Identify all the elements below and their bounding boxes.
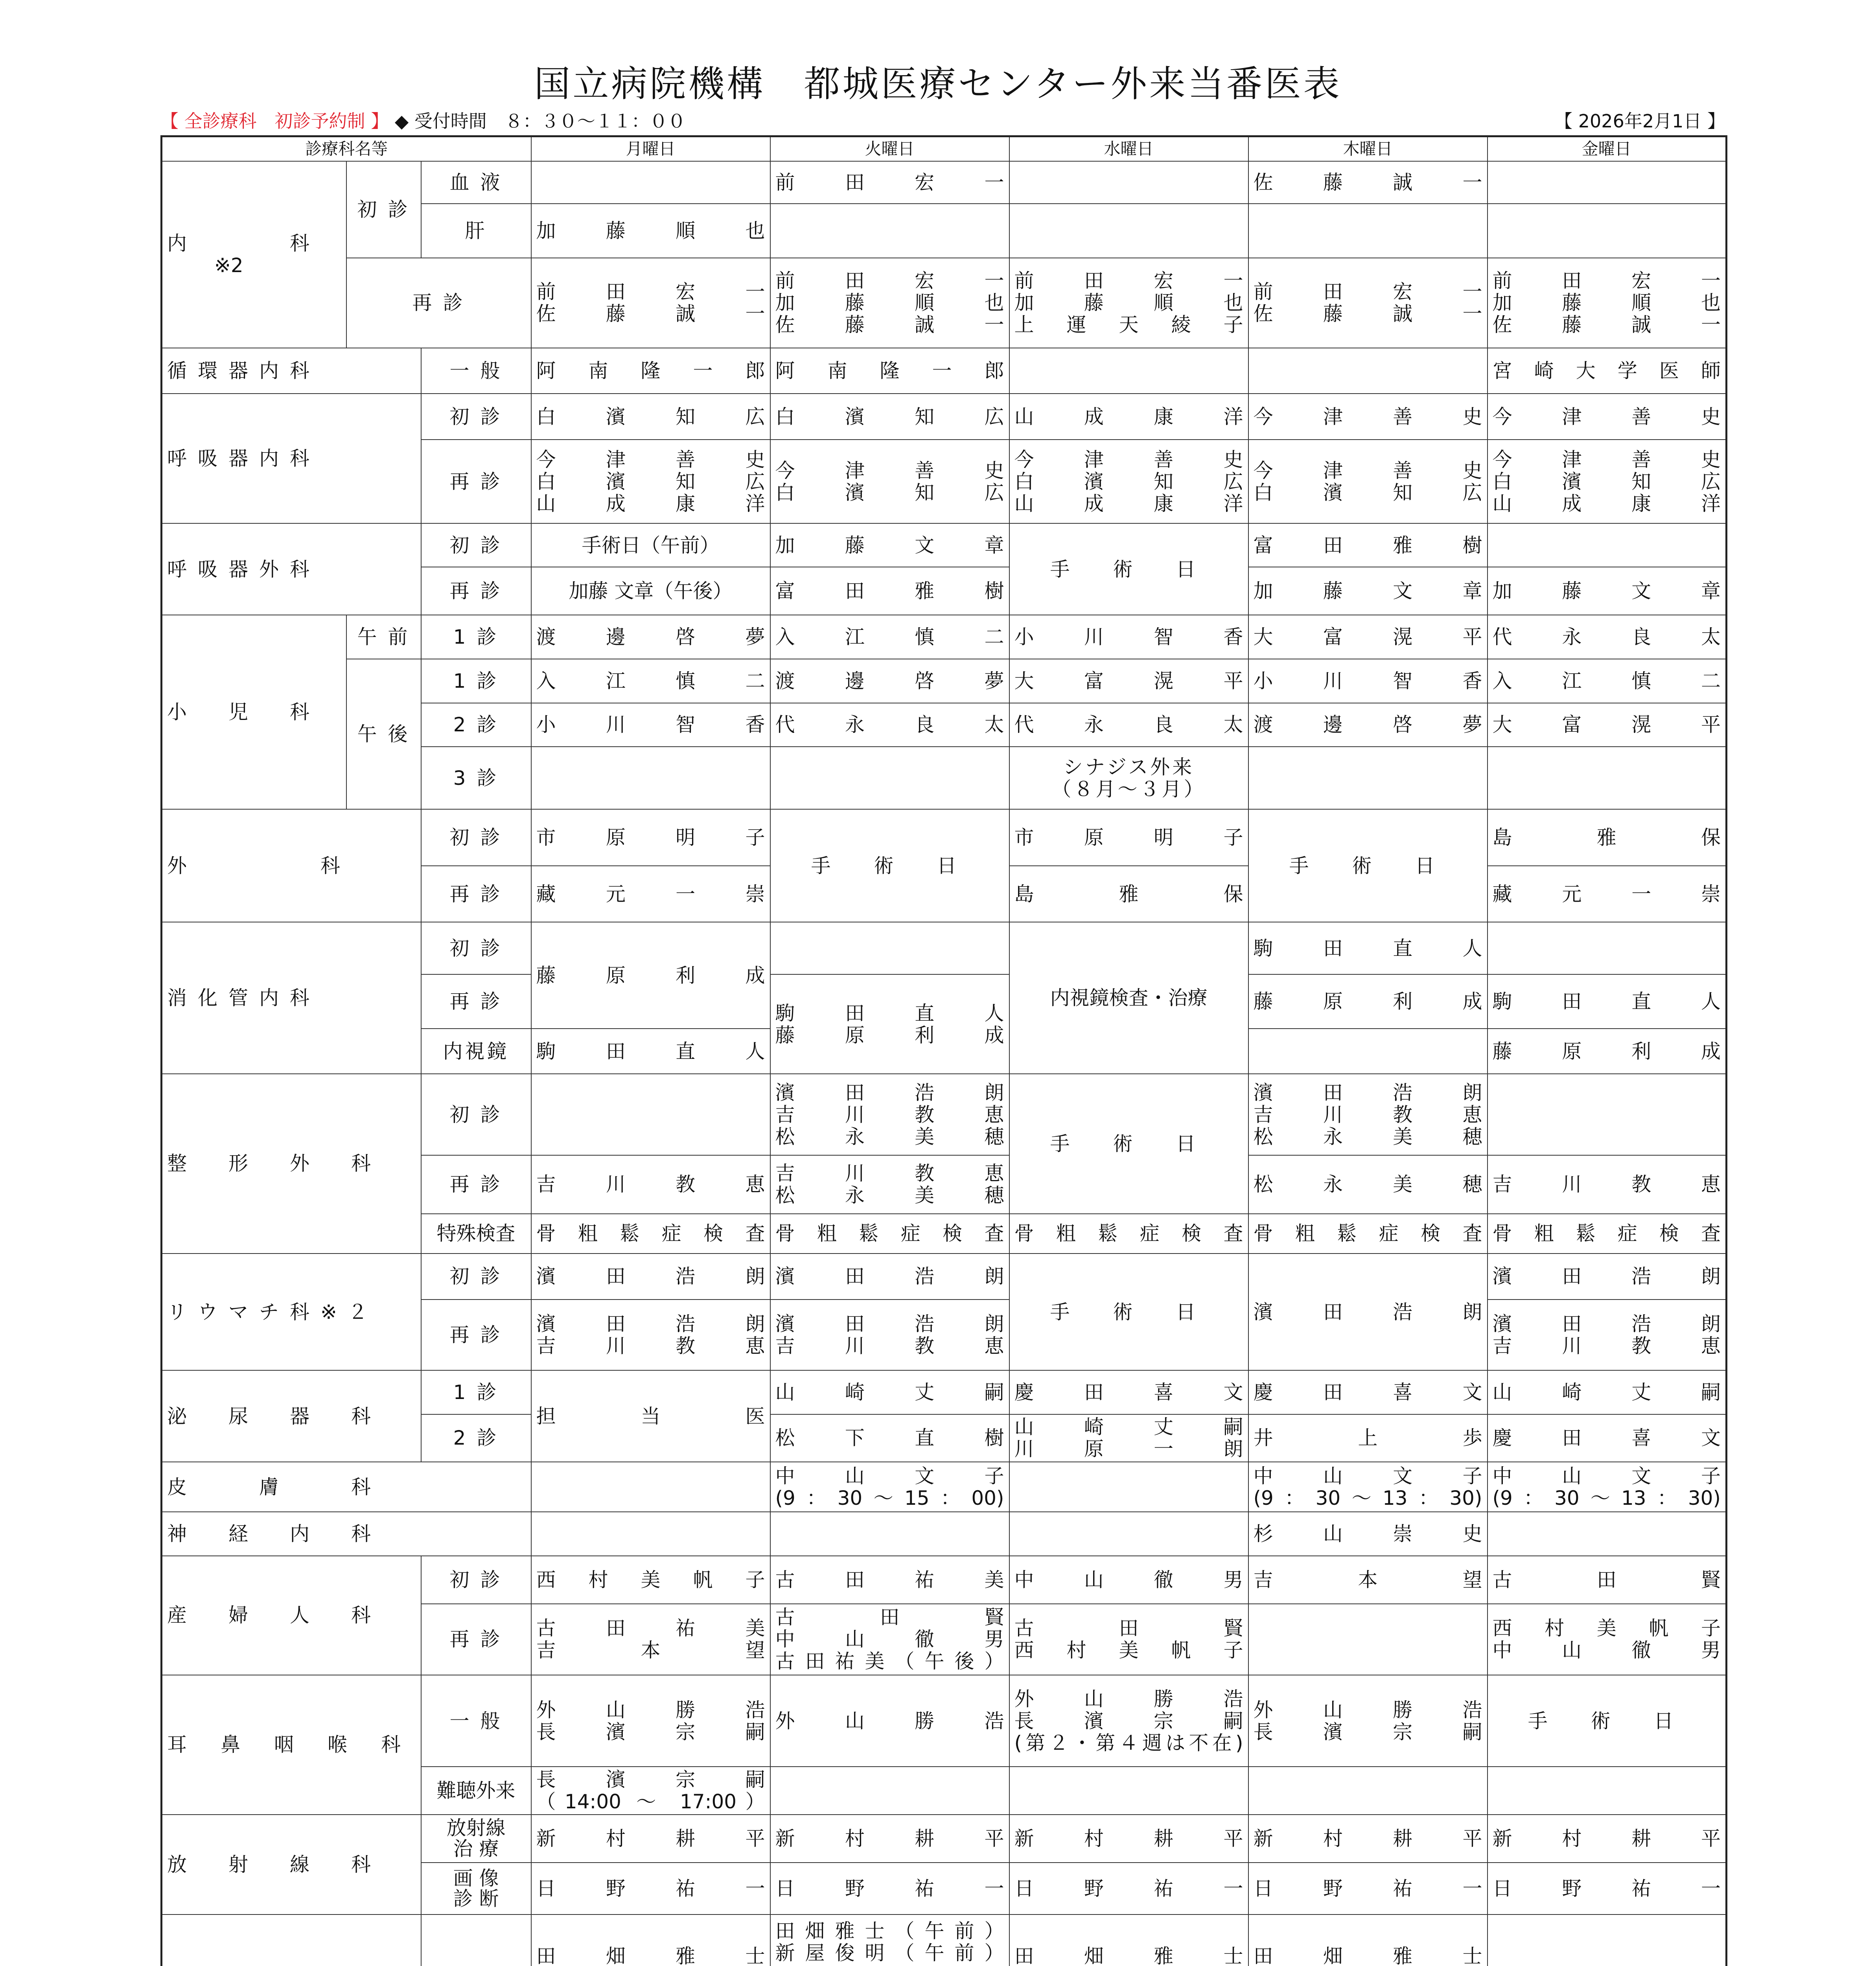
header-dept: 診療科名等 xyxy=(162,136,531,161)
cell: 骨粗鬆症検査 xyxy=(1488,1214,1727,1254)
cell: 藏元一崇 xyxy=(1488,866,1727,922)
shokakan-saishin-label: 再 診 xyxy=(421,974,531,1029)
dept-kokyuki-naika: 呼吸器内科 xyxy=(162,394,421,523)
cell: 手 術 日 xyxy=(1009,1254,1248,1370)
dept-sanfujin: 産 婦 人 科 xyxy=(162,1556,421,1675)
cell: 加藤文章 xyxy=(770,523,1009,567)
shonika-pm1-label: 1 診 xyxy=(421,659,531,703)
cell: 日野祐一 xyxy=(770,1863,1009,1915)
cell xyxy=(1488,161,1727,204)
cell: 今津善史 xyxy=(1248,394,1488,440)
cell: 西村美帆子 中山徹男 xyxy=(1488,1604,1727,1675)
schedule-date: 【 2026年2月1日 】 xyxy=(1554,110,1725,132)
cell: 慶田喜文 xyxy=(1488,1414,1727,1462)
cell: 濱田浩朗 吉川教恵 松永美穂 xyxy=(1248,1074,1488,1155)
cell xyxy=(1248,1767,1488,1814)
cell: 前田宏一 佐藤誠一 xyxy=(1248,258,1488,348)
cell: 濱田浩朗 吉川教恵 xyxy=(770,1300,1009,1371)
dept-hoshasen: 放 射 線 科 xyxy=(162,1815,421,1915)
cell xyxy=(531,1462,770,1512)
cell: 今津善史 白濱知広 山成康洋 xyxy=(1009,440,1248,523)
dept-hinyoki: 泌 尿 器 科 xyxy=(162,1370,421,1462)
kokyuki-naika-saishin-label: 再 診 xyxy=(421,440,531,523)
cell: 古田賢 xyxy=(1488,1556,1727,1604)
cell xyxy=(1488,1914,1727,1966)
cell: 吉川教恵 xyxy=(1488,1155,1727,1214)
cell: 阿南隆一郎 xyxy=(770,348,1009,394)
cell: 代永良太 xyxy=(770,703,1009,747)
shonika-pm2-label: 2 診 xyxy=(421,703,531,747)
cell xyxy=(1488,1512,1727,1556)
cell: 前田宏一 xyxy=(770,161,1009,204)
cell: 新村耕平 xyxy=(770,1815,1009,1863)
naika-ketsueki-label: 血 液 xyxy=(421,161,531,204)
cell: 山崎丈嗣 xyxy=(1488,1370,1727,1414)
header-info xyxy=(160,107,1725,134)
cell xyxy=(1488,1074,1727,1155)
cell: 藤原利成 xyxy=(1248,974,1488,1029)
dept-geka: 外 科 xyxy=(162,809,421,922)
cell: 代永良太 xyxy=(1488,615,1727,659)
cell: 長濱宗嗣 （14:00 〜 17:00） xyxy=(531,1767,770,1814)
shokakan-shoshin-label: 初 診 xyxy=(421,922,531,974)
hinyoki-s1-row xyxy=(162,1370,1727,1414)
cell: 山成康洋 xyxy=(1009,394,1248,440)
cell: 加藤文章 xyxy=(1488,567,1727,615)
cell xyxy=(531,161,770,204)
cell xyxy=(1009,348,1248,394)
naika-kan-label: 肝 xyxy=(421,204,531,258)
cell: 外山勝浩 xyxy=(770,1675,1009,1767)
cell xyxy=(531,1074,770,1155)
cell: 山崎丈嗣 川原一朗 xyxy=(1009,1414,1248,1462)
cell: 前田宏一 佐藤誠一 xyxy=(531,258,770,348)
cell: 白濱知広 xyxy=(531,394,770,440)
dept-shonika: 小 児 科 xyxy=(162,615,346,809)
cell: 中山徹男 xyxy=(1009,1556,1248,1604)
cell xyxy=(1248,1029,1488,1074)
cell: 駒田直人 xyxy=(1248,922,1488,974)
shinkei-row xyxy=(162,1512,1727,1556)
cell xyxy=(1488,922,1727,974)
sanfujin-shoshin-label: 初 診 xyxy=(421,1556,531,1604)
cell xyxy=(1009,1767,1248,1814)
cell: 慶田喜文 xyxy=(1009,1370,1248,1414)
shonika-pm3-label: 3 診 xyxy=(421,747,531,809)
cell: 今津善史 xyxy=(1488,394,1727,440)
rheuma-shoshin-label: 初 診 xyxy=(421,1254,531,1300)
hinyoki-s2-label: 2 診 xyxy=(421,1414,531,1462)
cell: 日野祐一 xyxy=(531,1863,770,1915)
jibika-ippan-label: 一 般 xyxy=(421,1675,531,1767)
page-title: 国立病院機構 都城医療センター外来当番医表 xyxy=(534,63,1342,105)
cell xyxy=(770,747,1009,809)
seikei-shoshin-row xyxy=(162,1074,1727,1155)
header-wed: 水曜日 xyxy=(1009,136,1248,161)
cell: 加藤文章 xyxy=(1248,567,1488,615)
cell: 松永美穂 xyxy=(1248,1155,1488,1214)
cell: 古田賢 中山徹男 古田祐美（午後） xyxy=(770,1604,1009,1675)
header-thu: 木曜日 xyxy=(1248,136,1488,161)
cell xyxy=(531,747,770,809)
kokyuki-naika-shoshin-label: 初 診 xyxy=(421,394,531,440)
header-row xyxy=(162,136,1727,161)
cell: 吉川教恵 松永美穂 xyxy=(770,1155,1009,1214)
shika-ippan-row-a xyxy=(162,1914,1727,1966)
cell: 濱田浩朗 xyxy=(531,1254,770,1300)
cell: 新村耕平 xyxy=(1248,1815,1488,1863)
cell: 濱田浩朗 xyxy=(770,1254,1009,1300)
cell: 前田宏一 加藤順也 佐藤誠一 xyxy=(770,258,1009,348)
cell: 手 術 日 xyxy=(1248,809,1488,922)
cell xyxy=(1248,204,1488,258)
cell: 大富滉平 xyxy=(1488,703,1727,747)
cell xyxy=(1009,1462,1248,1512)
cell: 市原明子 xyxy=(531,809,770,865)
cell: 宮崎大学医師 xyxy=(1488,348,1727,394)
cell: 手 術 日 xyxy=(1009,523,1248,615)
cell: 骨粗鬆症検査 xyxy=(770,1214,1009,1254)
junkanki-row xyxy=(162,348,1727,394)
cell: 骨粗鬆症検査 xyxy=(531,1214,770,1254)
kokyuki-naika-shoshin-row xyxy=(162,394,1727,440)
dept-naika: 内 科 ※2 xyxy=(162,161,346,348)
cell: 外山勝浩 長濱宗嗣 xyxy=(1248,1675,1488,1767)
cell: 西村美帆子 xyxy=(531,1556,770,1604)
cell: 手 術 日 xyxy=(1488,1675,1727,1767)
cell: 藤原利成 xyxy=(1488,1029,1727,1074)
hinyoki-s1-label: 1 診 xyxy=(421,1370,531,1414)
cell: 入江慎二 xyxy=(1488,659,1727,703)
seikei-shoshin-label: 初 診 xyxy=(421,1074,531,1155)
cell: 加藤 文章（午後） xyxy=(531,567,770,615)
geka-shoshin-row xyxy=(162,809,1727,865)
cell: 田畑雅士 xyxy=(531,1914,770,1966)
kokyuki-geka-saishin-label: 再 診 xyxy=(421,567,531,615)
kokyuki-geka-shoshin-label: 初 診 xyxy=(421,523,531,567)
shokakan-naishikyo-label: 内視鏡 xyxy=(421,1029,531,1074)
cell: 骨粗鬆症検査 xyxy=(1009,1214,1248,1254)
cell: 田畑雅士（午前） 新屋俊明（午前） xyxy=(770,1914,1009,1966)
cell: 市原明子 xyxy=(1009,809,1248,865)
cell xyxy=(1009,204,1248,258)
cell: 前田宏一 加藤順也 上運天綾子 xyxy=(1009,258,1248,348)
shonika-pm-label: 午 後 xyxy=(346,659,421,809)
dept-seikei: 整 形 外 科 xyxy=(162,1074,421,1254)
cell: 杉山崇史 xyxy=(1248,1512,1488,1556)
cell: 日野祐一 xyxy=(1488,1863,1727,1915)
hoshasen-gazo-label: 画 像 診 断 xyxy=(421,1863,531,1915)
cell: 井上歩 xyxy=(1248,1414,1488,1462)
rheuma-shoshin-row xyxy=(162,1254,1727,1300)
cell xyxy=(531,1512,770,1556)
cell: 手 術 日 xyxy=(770,809,1009,922)
cell: 駒田直人 xyxy=(531,1029,770,1074)
cell: 濱田浩朗 xyxy=(1248,1254,1488,1370)
naika-saishin-row xyxy=(162,258,1727,348)
seikei-tokushu-label: 特殊検査 xyxy=(421,1214,531,1254)
cell: 担 当 医 xyxy=(531,1370,770,1462)
cell: 古田賢 西村美帆子 xyxy=(1009,1604,1248,1675)
cell: 渡邊啓夢 xyxy=(531,615,770,659)
cell: 前田宏一 加藤順也 佐藤誠一 xyxy=(1488,258,1727,348)
naika-saishin-label: 再 診 xyxy=(346,258,531,348)
shonika-am1-label: 1 診 xyxy=(421,615,531,659)
header-tue: 火曜日 xyxy=(770,136,1009,161)
jibika-nancho-label: 難聴外来 xyxy=(421,1767,531,1814)
dept-kokyuki-geka: 呼吸器外科 xyxy=(162,523,421,615)
cell: 吉本望 xyxy=(1248,1556,1488,1604)
cell: 小川智香 xyxy=(1248,659,1488,703)
jibika-ippan-row xyxy=(162,1675,1727,1767)
cell: 入江慎二 xyxy=(531,659,770,703)
dept-shokakan: 消化管内科 xyxy=(162,922,421,1074)
cell: 大富滉平 xyxy=(1248,615,1488,659)
cell xyxy=(1248,747,1488,809)
shokakan-shoshin-row xyxy=(162,922,1727,974)
cell: 手術日（午前） xyxy=(531,523,770,567)
cell: 島雅保 xyxy=(1488,809,1727,865)
cell: 渡邊啓夢 xyxy=(770,659,1009,703)
cell: 松下直樹 xyxy=(770,1414,1009,1462)
cell: 濱田浩朗 吉川教恵 xyxy=(1488,1300,1727,1371)
rheuma-saishin-label: 再 診 xyxy=(421,1300,531,1371)
cell: 古田祐美 xyxy=(770,1556,1009,1604)
cell: 今津善史 白濱知広 山成康洋 xyxy=(531,440,770,523)
cell: 新村耕平 xyxy=(1009,1815,1248,1863)
cell: 今津善史 白濱知広 山成康洋 xyxy=(1488,440,1727,523)
cell: 中山文子 (9：30〜15：00) xyxy=(770,1462,1009,1512)
cell: 今津善史 白濱知広 xyxy=(770,440,1009,523)
cell: 入江慎二 xyxy=(770,615,1009,659)
dept-junkanki: 循環器内科 xyxy=(162,348,421,394)
cell: 藤原利成 xyxy=(531,922,770,1029)
cell xyxy=(1488,1767,1727,1814)
reservation-tag: 【 全診療科 初診予約制 】 xyxy=(160,110,389,132)
cell: 渡邊啓夢 xyxy=(1248,703,1488,747)
cell: 日野祐一 xyxy=(1248,1863,1488,1915)
cell xyxy=(1248,1604,1488,1675)
cell: 小川智香 xyxy=(531,703,770,747)
cell: 駒田直人 xyxy=(1488,974,1727,1029)
geka-saishin-label: 再 診 xyxy=(421,866,531,922)
cell: 外山勝浩 長濱宗嗣 (第２・第４週は不在) xyxy=(1009,1675,1248,1767)
cell: 吉川教恵 xyxy=(531,1155,770,1214)
cell: 田畑雅士 xyxy=(1009,1914,1248,1966)
cell: 日野祐一 xyxy=(1009,1863,1248,1915)
sanfujin-saishin-label: 再 診 xyxy=(421,1604,531,1675)
reception-hours: ◆ 受付時間 ８：３０〜１１：００ xyxy=(394,110,686,132)
dept-hifuka: 皮 膚 科 xyxy=(162,1462,531,1512)
cell: 大富滉平 xyxy=(1009,659,1248,703)
cell xyxy=(770,204,1009,258)
cell xyxy=(1488,523,1727,567)
cell: 駒田直人 藤原利成 xyxy=(770,974,1009,1074)
hoshasen-chiryo-label: 放射線 治 療 xyxy=(421,1815,531,1863)
cell: 藏元一崇 xyxy=(531,866,770,922)
cell: 濱田浩朗 吉川教恵 松永美穂 xyxy=(770,1074,1009,1155)
hoshasen-chiryo-row xyxy=(162,1815,1727,1863)
cell: 富田雅樹 xyxy=(1248,523,1488,567)
cell: 新村耕平 xyxy=(531,1815,770,1863)
cell xyxy=(770,1512,1009,1556)
cell: 小川智香 xyxy=(1009,615,1248,659)
dept-shinkei: 神 経 内 科 xyxy=(162,1512,531,1556)
cell: 代永良太 xyxy=(1009,703,1248,747)
cell xyxy=(1488,204,1727,258)
geka-shoshin-label: 初 診 xyxy=(421,809,531,865)
header-fri: 金曜日 xyxy=(1488,136,1727,161)
cell: 中山文子 (9：30〜13：30) xyxy=(1248,1462,1488,1512)
shonika-am1-row xyxy=(162,615,1727,659)
kokyuki-geka-shoshin-row xyxy=(162,523,1727,567)
cell xyxy=(1248,348,1488,394)
cell: シナジス外来 （８月〜３月） xyxy=(1009,747,1248,809)
cell xyxy=(770,1767,1009,1814)
cell: 山崎丈嗣 xyxy=(770,1370,1009,1414)
cell: 濱田浩朗 吉川教恵 xyxy=(531,1300,770,1371)
shonika-pm1-row xyxy=(162,659,1727,703)
cell: 白濱知広 xyxy=(770,394,1009,440)
cell xyxy=(1009,161,1248,204)
seikei-saishin-label: 再 診 xyxy=(421,1155,531,1214)
shika-ippan-label xyxy=(421,1914,531,1966)
shonika-am-label: 午 前 xyxy=(346,615,421,659)
cell: 外山勝浩 長濱宗嗣 xyxy=(531,1675,770,1767)
cell xyxy=(1009,1512,1248,1556)
cell: 手 術 日 xyxy=(1009,1074,1248,1214)
cell: 骨粗鬆症検査 xyxy=(1248,1214,1488,1254)
cell xyxy=(770,922,1009,974)
dept-shika xyxy=(162,1914,421,1966)
cell: 慶田喜文 xyxy=(1248,1370,1488,1414)
schedule-table xyxy=(160,135,1727,1966)
naika-shoshin-label: 初 診 xyxy=(346,161,421,258)
hifuka-row xyxy=(162,1462,1727,1512)
cell: 中山文子 (9：30〜13：30) xyxy=(1488,1462,1727,1512)
cell: 新村耕平 xyxy=(1488,1815,1727,1863)
cell: 濱田浩朗 xyxy=(1488,1254,1727,1300)
cell: 古田祐美 吉本望 xyxy=(531,1604,770,1675)
cell: 佐藤誠一 xyxy=(1248,161,1488,204)
sanfujin-shoshin-row xyxy=(162,1556,1727,1604)
cell: 島雅保 xyxy=(1009,866,1248,922)
cell xyxy=(1488,747,1727,809)
cell: 加藤順也 xyxy=(531,204,770,258)
cell: 阿南隆一郎 xyxy=(531,348,770,394)
header-mon: 月曜日 xyxy=(531,136,770,161)
dept-jibika: 耳 鼻 咽 喉 科 xyxy=(162,1675,421,1815)
junkanki-sub: 一 般 xyxy=(421,348,531,394)
cell: 内視鏡検査・治療 xyxy=(1009,922,1248,1074)
naika-ketsueki-row xyxy=(162,161,1727,204)
cell: 富田雅樹 xyxy=(770,567,1009,615)
cell: 田畑雅士 xyxy=(1248,1914,1488,1966)
cell: 今津善史 白濱知広 xyxy=(1248,440,1488,523)
dept-rheuma: リウマチ科※２ xyxy=(162,1254,421,1370)
